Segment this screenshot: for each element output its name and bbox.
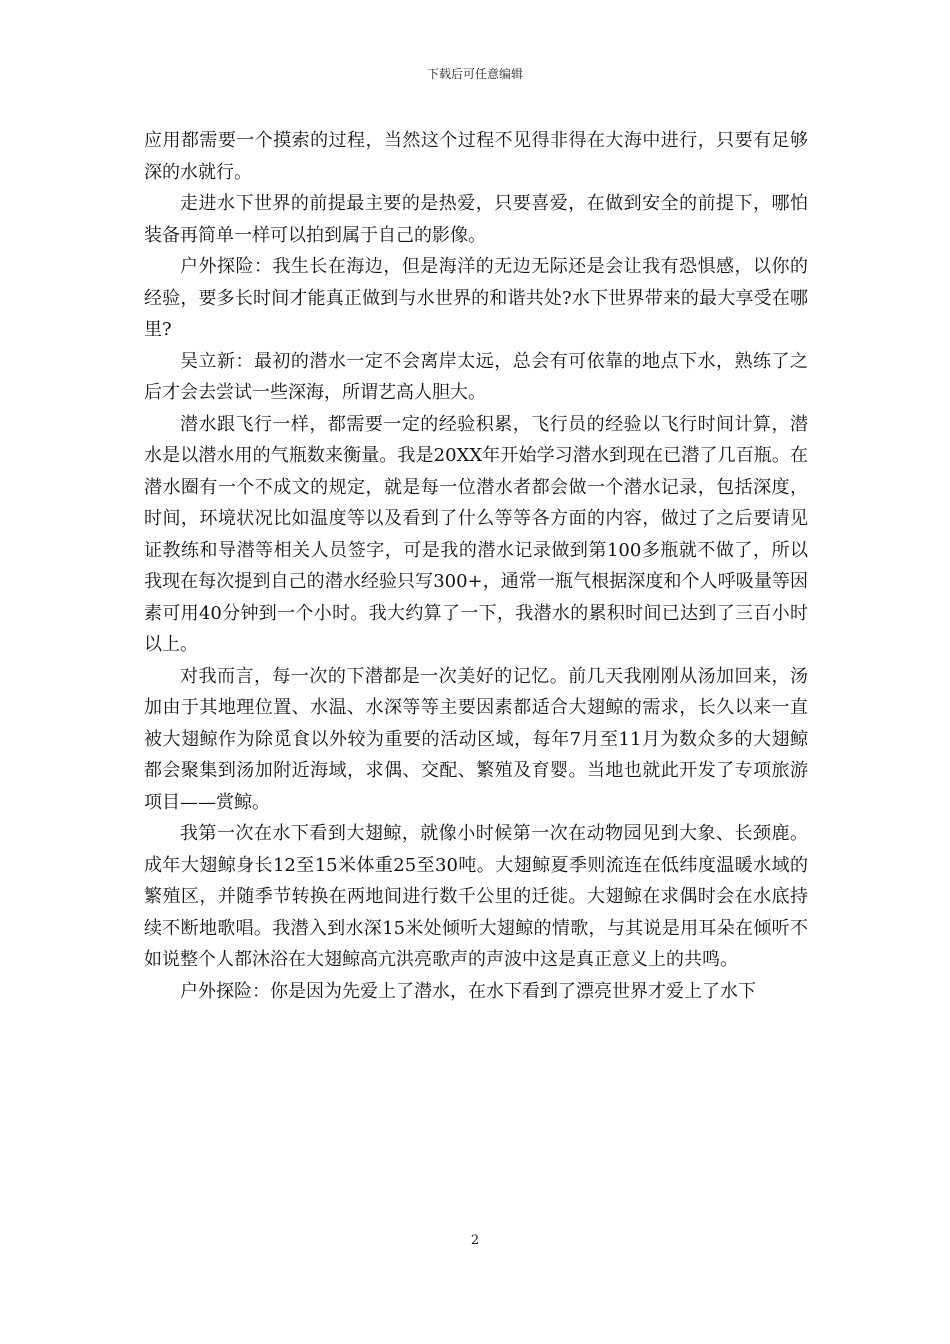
paragraph-3: 户外探险：我生长在海边，但是海洋的无边无际还是会让我有恐惧感，以你的经验，要多长时间才能真正做到与水世界的和谐共处?水下世界带来的最大享受在哪里? — [144, 256, 808, 340]
document-body — [144, 125, 808, 1007]
paragraph-8: 户外探险：你是因为先爱上了潜水，在水下看到了漂亮世界才爱上了水下 — [180, 980, 756, 1002]
paragraph-5: 潜水跟飞行一样，都需要一定的经验积累，飞行员的经验以飞行时间计算，潜水是以潜水用的气瓶数来衡量。我是20XX年开始学习潜水到现在已潜了几百瓶。在潜水圈有一个不成文的规定，就是每一位潜水者都会做一个潜水记录，包括深度，时间，环境状况比如温度等以及看到了什么等等各方面的内容，做过了之后要请见证教练和导潜等相关人员签字，可是我的潜水记录做到第100多瓶就不做了，所以我现在每次提到自己的潜水经验只写300+，通常一瓶气根据深度和个人呼吸量等因素可用40分钟到一个小时。我大约算了一下，我潜水的累积时间已达到了三百小时以上。 — [144, 413, 808, 655]
paragraph-1: 应用都需要一个摸索的过程，当然这个过程不见得非得在大海中进行，只要有足够深的水就行。 — [144, 130, 808, 183]
page-number: 2 — [470, 1233, 480, 1248]
paragraph-4: 吴立新：最初的潜水一定不会离岸太远，总会有可依靠的地点下水，熟练了之后才会去尝试一些深海，所谓艺高人胆大。 — [144, 350, 808, 403]
paragraph-7: 我第一次在水下看到大翅鲸，就像小时候第一次在动物园见到大象、长颈鹿。成年大翅鲸身长12至15米体重25至30吨。大翅鲸夏季则流连在低纬度温暖水域的繁殖区，并随季节转换在两地间进行数千公里的迁徙。大翅鲸在求偶时会在水底持续不断地歌唱。我潜入到水深15米处倾听大翅鲸的情歌，与其说是用耳朵在倾听不如说整个人都沐浴在大翅鲸高亢洪亮歌声的声波中这是真正意义上的共鸣。 — [144, 823, 808, 970]
paragraph-2: 走进水下世界的前提最主要的是热爱，只要喜爱，在做到安全的前提下，哪怕装备再简单一样可以拍到属于自己的影像。 — [144, 193, 808, 246]
paragraph-6: 对我而言，每一次的下潜都是一次美好的记忆。前几天我刚刚从汤加回来，汤加由于其地理位置、水温、水深等等主要因素都适合大翅鲸的需求，长久以来一直被大翅鲸作为除觅食以外较为重要的活动区域，每年7月至11月为数众多的大翅鲸都会聚集到汤加附近海域，求偶、交配、繁殖及育婴。当地也就此开发了专项旅游项目——赏鲸。 — [144, 665, 808, 813]
page-header: 下载后可任意编辑 — [426, 67, 523, 81]
